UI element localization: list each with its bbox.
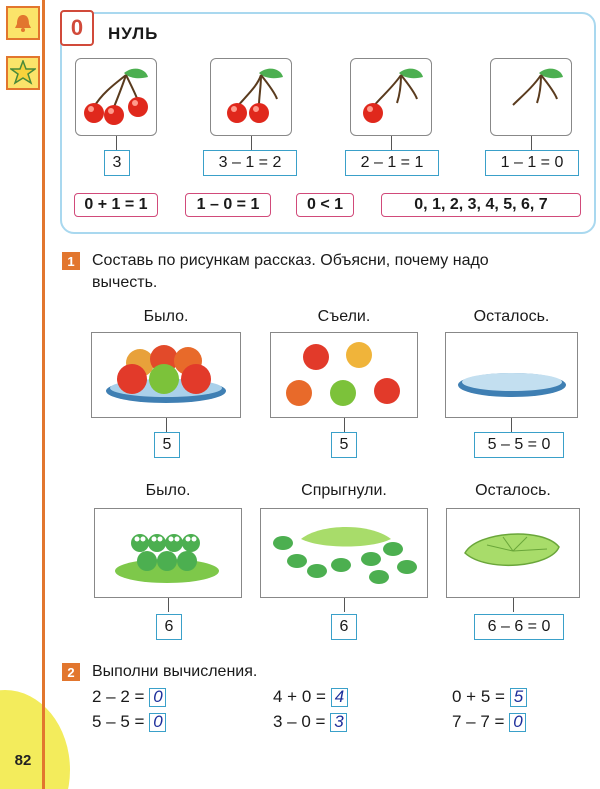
calculation (92, 712, 166, 732)
empty-lily-pad-picture (446, 508, 580, 598)
connector-line (531, 136, 532, 150)
answer-box[interactable]: 3 (330, 713, 347, 732)
connector-line (511, 418, 512, 432)
cherry-card (350, 58, 432, 136)
calculation (452, 687, 527, 707)
task-instruction: Выполни вычисления. (92, 663, 258, 680)
page-corner-decoration (0, 690, 70, 789)
answer-box[interactable]: 4 (331, 688, 348, 707)
column-label: Спрыгнули. (301, 482, 387, 499)
calculation (452, 712, 526, 732)
zero-fact: 0 < 1 (296, 193, 354, 217)
section-badge: 0 (60, 10, 94, 46)
connector-line (166, 418, 167, 432)
task-instruction: вычесть. (92, 274, 158, 291)
expression: 0 + 5 = (452, 687, 505, 706)
zero-fact: 0 + 1 = 1 (74, 193, 158, 217)
answer-box[interactable]: 5 (510, 688, 527, 707)
task-instruction: Составь по рисункам рассказ. Объясни, почему надо (92, 252, 489, 269)
cherries-3-image (76, 59, 158, 137)
column-label: Съели. (317, 308, 371, 325)
section-title: НУЛЬ (108, 24, 159, 43)
value-box: 5 – 5 = 0 (474, 432, 564, 458)
expression: 5 – 5 = (92, 712, 145, 731)
connector-line (168, 598, 169, 612)
apples-on-plate-picture (91, 332, 241, 418)
value-box: 6 (331, 614, 357, 640)
cherry-card (490, 58, 572, 136)
connector-line (251, 136, 252, 150)
column-label: Осталось. (473, 308, 550, 325)
expression: 2 – 2 = (92, 687, 145, 706)
calculation (92, 687, 166, 707)
margin-line (42, 0, 45, 789)
expression: 7 – 7 = (452, 712, 505, 731)
cherries-2-image (211, 59, 293, 137)
number-sequence: 0, 1, 2, 3, 4, 5, 6, 7 (381, 193, 581, 217)
cherry-count-label: 3 – 1 = 2 (203, 150, 297, 176)
star-icon (6, 56, 40, 90)
answer-box[interactable]: 0 (509, 713, 526, 732)
task-number: 2 (62, 663, 80, 681)
column-label: Было. (145, 482, 191, 499)
connector-line (344, 418, 345, 432)
task-number: 1 (62, 252, 80, 270)
answer-box[interactable]: 0 (149, 688, 166, 707)
page-number: 82 (14, 752, 32, 769)
column-label: Было. (143, 308, 189, 325)
bell-icon (6, 6, 40, 40)
calculation (273, 687, 348, 707)
jumping-frogs-picture (260, 508, 428, 598)
cherry-card (75, 58, 157, 136)
cherries-1-image (351, 59, 433, 137)
column-label: Осталось. (475, 482, 551, 499)
value-box: 6 (156, 614, 182, 640)
value-box: 5 (154, 432, 180, 458)
expression: 3 – 0 = (273, 712, 326, 731)
cherry-count-label: 3 (104, 150, 130, 176)
value-box: 5 (331, 432, 357, 458)
value-box: 6 – 6 = 0 (474, 614, 564, 640)
frogs-on-lily-pad-picture (94, 508, 242, 598)
cherry-count-label: 2 – 1 = 1 (345, 150, 439, 176)
empty-plate-picture (445, 332, 578, 418)
cherries-0-image (491, 59, 573, 137)
eaten-apples-picture (270, 332, 418, 418)
expression: 4 + 0 = (273, 687, 326, 706)
answer-box[interactable]: 0 (149, 713, 166, 732)
connector-line (344, 598, 345, 612)
zero-fact: 1 – 0 = 1 (185, 193, 271, 217)
connector-line (391, 136, 392, 150)
cherry-card (210, 58, 292, 136)
cherry-count-label: 1 – 1 = 0 (485, 150, 579, 176)
connector-line (116, 136, 117, 150)
connector-line (513, 598, 514, 612)
calculation (273, 712, 347, 732)
